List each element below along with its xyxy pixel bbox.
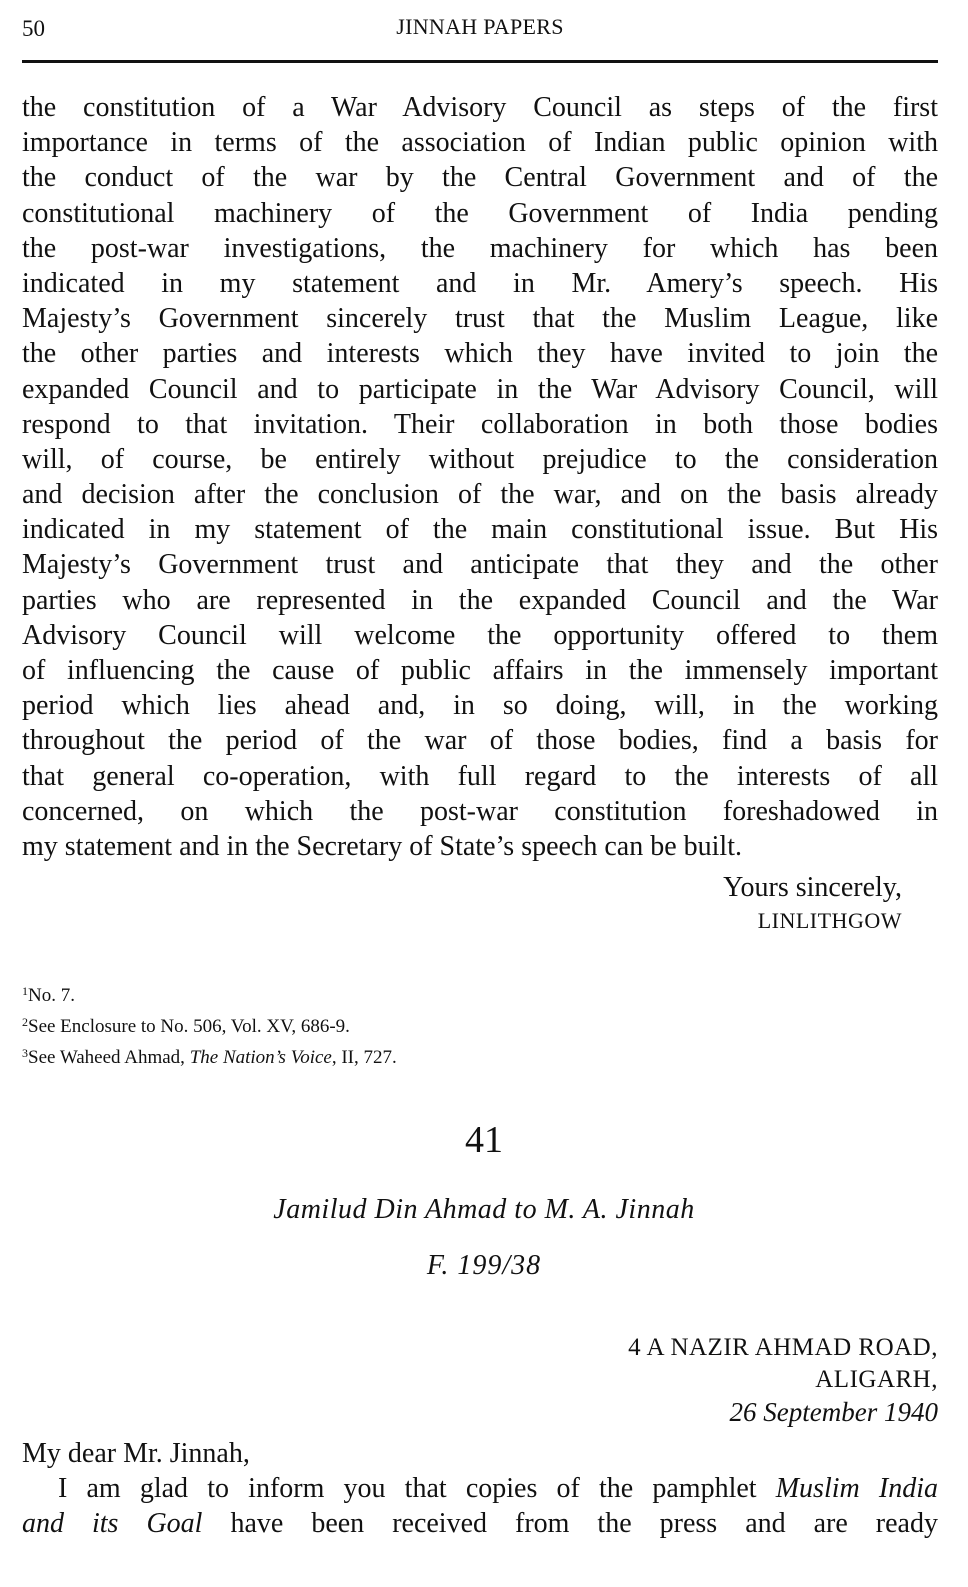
body-line: period which lies ahead and, in so doing, will, in the working <box>22 690 938 722</box>
footnote-text: , II, 727. <box>331 1047 397 1068</box>
body-line: of influencing the cause of public affairs in the immensely important <box>22 655 938 686</box>
salutation: My dear Mr. Jinnah, <box>22 1438 250 1469</box>
header-rule <box>22 60 938 63</box>
footnote-marker: 3 <box>22 1046 28 1060</box>
body-line: indicated in my statement of the main constitutional issue. But His <box>22 514 938 546</box>
body-line: the constitution of a War Advisory Council as steps of the first <box>22 92 938 123</box>
body-line: indicated in my statement and in Mr. Amery’s speech. His <box>22 267 938 299</box>
footnote-text: See Waheed Ahmad, <box>28 1047 190 1068</box>
body-line: constitutional machinery of the Government of India pending <box>22 197 938 229</box>
body-line: the conduct of the war by the Central Government and of the <box>22 162 938 194</box>
footnote-text: See Enclosure to No. 506, Vol. XV, 686-9. <box>28 1016 350 1037</box>
body-line: my statement and in the Secretary of State’s speech can be built. <box>22 830 742 862</box>
body-line <box>22 1506 938 1541</box>
footnote <box>22 1009 397 1040</box>
address-city: ALIGARH, <box>815 1366 938 1393</box>
footnote-book-title: The Nation’s Voice <box>189 1047 332 1068</box>
body-line: that general co-operation, with full regard to the interests of all <box>22 760 938 792</box>
document-number: 41 <box>465 1119 503 1161</box>
letter-body-continued <box>22 90 938 864</box>
footnote <box>22 1040 397 1071</box>
letter-date: 26 September 1940 <box>729 1397 938 1427</box>
address-street: 4 A NAZIR AHMAD ROAD, <box>628 1334 938 1361</box>
footnote-marker: 1 <box>22 984 28 998</box>
body-line: importance in terms of the association of Indian public opinion with <box>22 127 938 159</box>
document-title: Jamilud Din Ahmad to M. A. Jinnah <box>273 1194 695 1225</box>
body-line: and decision after the conclusion of the war, and on the basis already <box>22 479 938 511</box>
body-text: I am glad to inform you that copies of the pamphlet <box>58 1473 776 1505</box>
valediction: Yours sincerely, <box>723 872 902 903</box>
body-line: Majesty’s Government trust and anticipate that they and the other <box>22 549 938 581</box>
body-line: expanded Council and to participate in the War Advisory Council, will <box>22 373 938 405</box>
signer-name: LINLITHGOW <box>757 908 902 933</box>
page-number: 50 <box>22 16 45 41</box>
footnote-text: No. 7. <box>28 985 75 1006</box>
body-line: Majesty’s Government sincerely trust that the Muslim League, like <box>22 303 938 335</box>
pamphlet-title: Muslim India <box>775 1473 938 1505</box>
footnote <box>22 978 397 1009</box>
body-line: throughout the period of the war of those bodies, find a basis for <box>22 725 938 757</box>
footnote-marker: 2 <box>22 1015 28 1029</box>
body-line: will, of course, be entirely without prejudice to the consideration <box>22 443 938 475</box>
sender-address <box>628 1332 938 1428</box>
body-line: the post-war investigations, the machinery for which has been <box>22 232 938 264</box>
body-line <box>22 1471 938 1506</box>
body-line: Advisory Council will welcome the opportunity offered to them <box>22 619 938 651</box>
footnotes <box>22 978 397 1071</box>
pamphlet-title: and its Goal <box>22 1508 203 1540</box>
body-text: have been received from the press and are ready <box>202 1508 938 1540</box>
body-line: respond to that invitation. Their collaboration in both those bodies <box>22 408 938 440</box>
body-line: concerned, on which the post-war constitution foreshadowed in <box>22 795 938 827</box>
letter-body <box>22 1436 938 1542</box>
body-line: the other parties and interests which they have invited to join the <box>22 338 938 370</box>
running-head: JINNAH PAPERS <box>396 14 564 39</box>
document-reference: F. 199/38 <box>426 1250 542 1281</box>
page-header <box>22 8 938 48</box>
body-line: parties who are represented in the expanded Council and the War <box>22 584 938 616</box>
